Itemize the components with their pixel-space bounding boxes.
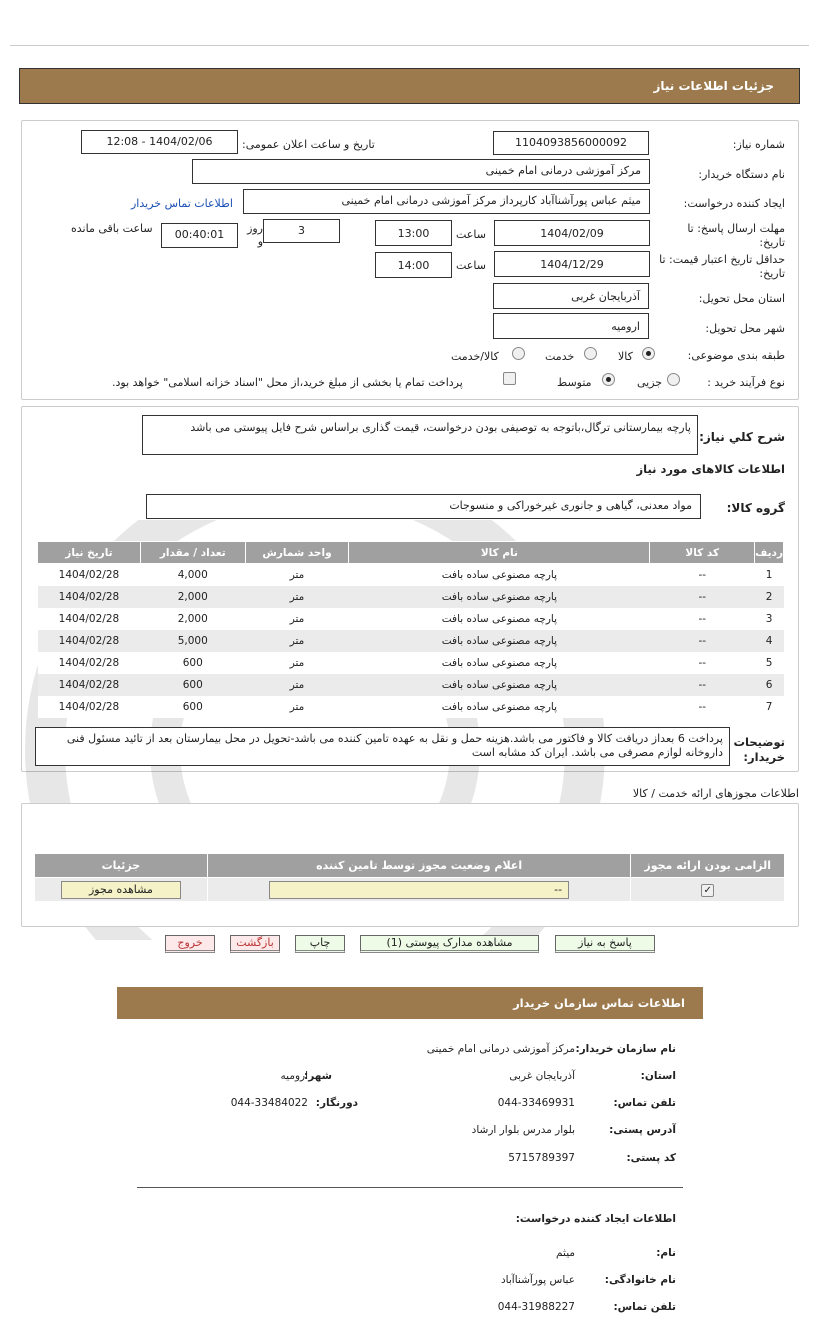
row-index: 6 [755, 674, 784, 696]
category-service-label: خدمت [545, 350, 575, 363]
reply-button[interactable]: پاسخ به نیاز [555, 935, 655, 953]
row-code: -- [650, 652, 755, 674]
license-required-checkbox: ✓ [701, 884, 714, 897]
contact-postal-value: 5715789397 [508, 1152, 575, 1164]
row-date: 1404/02/28 [38, 696, 141, 718]
row-index: 7 [755, 696, 784, 718]
process-medium-label: متوسط [557, 376, 592, 389]
print-button[interactable]: چاپ [295, 935, 345, 953]
creator-info-title: اطلاعات ایجاد کننده درخواست: [515, 1213, 676, 1225]
row-unit: متر [245, 608, 349, 630]
contact-city-label: شهر: [304, 1070, 332, 1082]
row-date: 1404/02/28 [38, 586, 141, 608]
price-validity-date-field: 1404/12/29 [494, 251, 650, 277]
table-row [38, 696, 784, 718]
row-name: پارچه مصنوعی ساده بافت [349, 652, 650, 674]
treasury-payment-note: پرداخت تمام یا بخشی از مبلغ خرید،از محل "اسناد خزانه اسلامی" خواهد بود. [112, 376, 463, 389]
group-label: گروه کالا: [726, 501, 785, 515]
table-row [38, 608, 784, 630]
goods-table [37, 541, 784, 718]
table-row [38, 674, 784, 696]
treasury-payment-checkbox[interactable] [503, 372, 516, 385]
row-unit: متر [245, 652, 349, 674]
row-unit: متر [245, 696, 349, 718]
creator-family-label: نام خانوادگی: [604, 1274, 676, 1286]
row-date: 1404/02/28 [38, 674, 141, 696]
reply-time-field: 13:00 [375, 220, 452, 246]
view-license-button[interactable]: مشاهده مجوز [61, 881, 181, 899]
row-qty: 600 [140, 652, 245, 674]
creator-phone-label: تلفن تماس: [613, 1301, 676, 1313]
creator-name-label: نام: [656, 1247, 676, 1259]
license-status-field[interactable]: -- [269, 881, 569, 899]
licenses-title: اطلاعات مجوزهای ارائه خدمت / کالا [632, 787, 799, 800]
category-goods-service-radio[interactable] [512, 347, 525, 360]
category-service-radio[interactable] [584, 347, 597, 360]
contact-postal-label: کد پستی: [626, 1152, 676, 1164]
process-medium-radio[interactable] [602, 373, 615, 386]
contact-province-value: آذربایجان غربی [509, 1070, 575, 1082]
reply-date-field: 1404/02/09 [494, 220, 650, 246]
contact-header: اطلاعات تماس سازمان خریدار [117, 987, 703, 1019]
summary-text: پارچه بیمارستانی ترگال،باتوجه به توصیفی بودن درخواست، قیمت گذاری براساس شرح فایل پیوستی می باشد [142, 415, 698, 455]
table-row [38, 564, 784, 586]
need-number-field: 1104093856000092 [493, 131, 649, 155]
lic-col-required: الزامی بودن ارائه مجوز [631, 854, 785, 878]
contact-fax-label: دورنگار: [315, 1097, 358, 1109]
col-name: نام کالا [349, 542, 650, 564]
row-qty: 600 [140, 674, 245, 696]
row-date: 1404/02/28 [38, 564, 141, 586]
remaining-time-field: 00:40:01 [161, 223, 238, 248]
col-unit: واحد شمارش [245, 542, 349, 564]
row-date: 1404/02/28 [38, 652, 141, 674]
lic-col-status: اعلام وضعیت مجوز توسط تامین کننده [207, 854, 631, 878]
creator-label: ایجاد کننده درخواست: [683, 197, 785, 210]
row-unit: متر [245, 674, 349, 696]
row-qty: 2,000 [140, 608, 245, 630]
announce-field: 1404/02/06 - 12:08 [81, 130, 238, 154]
row-unit: متر [245, 630, 349, 652]
contact-org-value: مرکز آموزشی درمانی امام خمینی [426, 1043, 575, 1055]
row-code: -- [650, 696, 755, 718]
attachments-button[interactable]: مشاهده مدارک پیوستی (1) [360, 935, 539, 953]
need-number-label: شماره نیاز: [732, 138, 785, 151]
row-index: 5 [755, 652, 784, 674]
row-name: پارچه مصنوعی ساده بافت [349, 696, 650, 718]
contact-address-label: آدرس پستی: [609, 1124, 676, 1136]
table-row [38, 630, 784, 652]
buyer-contact-link[interactable]: اطلاعات تماس خریدار [131, 197, 233, 210]
buyer-notes-label: توضیحات خریدار: [733, 735, 785, 764]
row-index: 3 [755, 608, 784, 630]
goods-info-title: اطلاعات کالاهای مورد نیاز [636, 462, 785, 476]
process-minor-radio[interactable] [667, 373, 680, 386]
row-qty: 2,000 [140, 586, 245, 608]
row-code: -- [650, 586, 755, 608]
row-code: -- [650, 674, 755, 696]
lic-col-details: جزئیات [35, 854, 208, 878]
buyer-org-label: نام دستگاه خریدار: [698, 168, 785, 181]
price-validity-label: حداقل تاریخ اعتبار قیمت: تا تاریخ: [659, 253, 785, 280]
row-code: -- [650, 608, 755, 630]
process-minor-label: جزیی [637, 376, 663, 389]
row-qty: 4,000 [140, 564, 245, 586]
price-validity-time-label: ساعت [456, 259, 486, 272]
buyer-org-field: مرکز آموزشی درمانی امام خمینی [192, 159, 650, 184]
contact-fax-value: 044-33484022 [230, 1097, 308, 1109]
row-unit: متر [245, 586, 349, 608]
contact-divider [137, 1187, 683, 1188]
creator-phone-value: 044-31988227 [497, 1301, 575, 1313]
row-date: 1404/02/28 [38, 630, 141, 652]
category-goods-radio[interactable] [642, 347, 655, 360]
row-unit: متر [245, 564, 349, 586]
row-name: پارچه مصنوعی ساده بافت [349, 586, 650, 608]
contact-phone-value: 044-33469931 [497, 1097, 575, 1109]
row-index: 4 [755, 630, 784, 652]
contact-org-label: نام سازمان خریدار: [575, 1043, 676, 1055]
province-label: استان محل تحویل: [698, 292, 785, 305]
table-row [38, 586, 784, 608]
row-qty: 600 [140, 696, 245, 718]
reply-time-label: ساعت [456, 228, 486, 241]
col-row: ردیف [755, 542, 784, 564]
col-date: تاریخ نیاز [38, 542, 141, 564]
col-qty: تعداد / مقدار [140, 542, 245, 564]
contact-city-value: ارومیه [280, 1070, 308, 1082]
license-row [35, 878, 785, 902]
row-name: پارچه مصنوعی ساده بافت [349, 608, 650, 630]
creator-name-value: میثم [556, 1247, 575, 1259]
contact-address-value: بلوار مدرس بلوار ارشاد [471, 1124, 575, 1136]
row-index: 1 [755, 564, 784, 586]
city-label: شهر محل تحویل: [705, 322, 785, 335]
buyer-notes-text: پرداخت 6 بعداز دریافت کالا و فاکتور می باشد.هزینه حمل و نقل به عهده تامین کننده می باشد-تحویل در محل بیمارستان بعد از تائید مسئول فنی داروخانه لوازم مصرفی می باشد. ایران کد مشابه است [35, 727, 730, 766]
process-label: نوع فرآیند خرید : [707, 376, 785, 389]
page-header: جزئیات اطلاعات نیاز [19, 68, 800, 104]
category-goods-service-label: کالا/خدمت [451, 350, 499, 363]
back-button[interactable]: بازگشت [230, 935, 280, 953]
row-name: پارچه مصنوعی ساده بافت [349, 674, 650, 696]
days-field: 3 [263, 219, 340, 243]
category-label: طبقه بندی موضوعی: [687, 349, 785, 362]
announce-label: تاریخ و ساعت اعلان عمومی: [242, 138, 375, 151]
row-name: پارچه مصنوعی ساده بافت [349, 630, 650, 652]
city-field: ارومیه [493, 313, 649, 339]
table-row [38, 652, 784, 674]
creator-field: میثم عباس پورآشناآباد کارپرداز مرکز آموزشی درمانی امام خمینی [243, 189, 650, 214]
category-goods-label: کالا [618, 350, 633, 363]
row-code: -- [650, 630, 755, 652]
row-date: 1404/02/28 [38, 608, 141, 630]
group-field: مواد معدنی، گیاهی و جانوری غیرخوراکی و منسوجات [146, 494, 701, 519]
summary-label: شرح کلي نياز: [699, 430, 785, 444]
contact-phone-label: تلفن تماس: [613, 1097, 676, 1109]
col-code: کد کالا [650, 542, 755, 564]
days-label: روز و [247, 222, 263, 248]
row-qty: 5,000 [140, 630, 245, 652]
row-code: -- [650, 564, 755, 586]
price-validity-time-field: 14:00 [375, 252, 452, 278]
row-index: 2 [755, 586, 784, 608]
row-name: پارچه مصنوعی ساده بافت [349, 564, 650, 586]
remaining-time-label: ساعت باقی مانده [71, 222, 153, 235]
reply-deadline-label: مهلت ارسال پاسخ: تا تاریخ: [687, 222, 785, 249]
exit-button[interactable]: خروج [165, 935, 215, 953]
creator-family-value: عباس پورآشناآباد [500, 1274, 575, 1286]
licenses-table [34, 853, 785, 902]
province-field: آذربایجان غربی [493, 283, 649, 309]
contact-province-label: استان: [640, 1070, 676, 1082]
top-divider [10, 45, 809, 46]
